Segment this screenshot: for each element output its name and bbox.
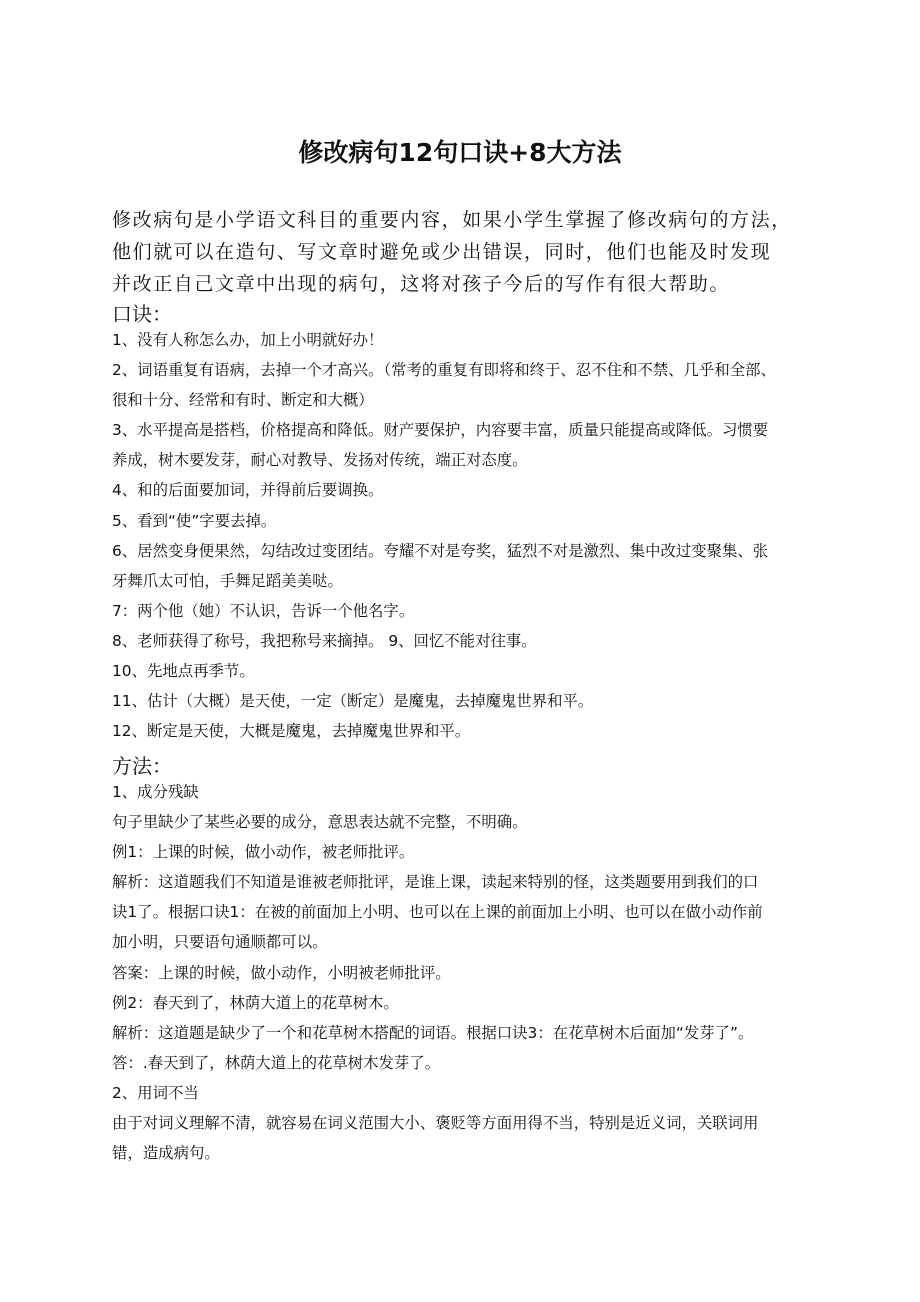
method-line: 例2：春天到了，林荫大道上的花草树木。 — [112, 994, 399, 1012]
method-line: 例1：上课的时候，做小动作，被老师批评。 — [112, 843, 415, 861]
method-line: 由于对词义理解不清，就容易在词义范围大小、褒贬等方面用得不当，特别是近义词，关联词用 — [112, 1114, 759, 1132]
intro-line: 他们就可以在造句、写文章时避免或少出错误，同时，他们也能及时发现 — [112, 241, 772, 263]
method-line: 解析：这道题我们不知道是谁被老师批评，是谁上课，读起来特别的怪，这类题要用到我们的口 — [112, 873, 759, 891]
rhyme-line: 10、先地点再季节。 — [112, 662, 255, 680]
method-line: 句子里缺少了某些必要的成分，意思表达就不完整，不明确。 — [112, 813, 528, 831]
rhyme-line: 8、老师获得了称号，我把称号来摘掉。 9、回忆不能对往事。 — [112, 632, 537, 650]
rhyme-line: 牙舞爪太可怕，手舞足蹈美美哒。 — [112, 572, 343, 590]
rhyme-line: 4、和的后面要加词，并得前后要调换。 — [112, 481, 384, 499]
method-line: 2、用词不当 — [112, 1084, 199, 1102]
method-line: 诀1了。根据口诀1：在被的前面加上小明、也可以在上课的前面加上小明、也可以在做小动作前 — [112, 903, 763, 921]
rhyme-line: 很和十分、经常和有时、断定和大概） — [112, 391, 374, 409]
rhyme-line: 12、断定是天使，大概是魔鬼，去掉魔鬼世界和平。 — [112, 722, 471, 740]
method-line: 答案：上课的时候，做小动作，小明被老师批评。 — [112, 964, 451, 982]
rhyme-line: 2、词语重复有语病，去掉一个才高兴。（常考的重复有即将和终于、忍不住和不禁、几乎和全部、 — [112, 361, 776, 379]
intro-line: 并改正自己文章中出现的病句，这将对孩子今后的写作有很大帮助。 — [112, 273, 731, 295]
rhyme-line: 7：两个他（她）不认识，告诉一个他名字。 — [112, 602, 415, 620]
rhyme-line: 5、看到“使”字要去掉。 — [112, 512, 277, 530]
rhyme-line: 11、估计（大概）是天使，一定（断定）是魔鬼，去掉魔鬼世界和平。 — [112, 692, 594, 710]
rhyme-line: 6、居然变身便果然，勾结改过变团结。夸耀不对是夸奖，猛烈不对是激烈、集中改过变聚集、张 — [112, 542, 769, 560]
rhyme-line: 3、水平提高是搭档，价格提高和降低。财产要保护，内容要丰富，质量只能提高或降低。习惯要 — [112, 421, 769, 439]
method-line: 1、成分残缺 — [112, 783, 199, 801]
methods-heading: 方法： — [112, 754, 172, 778]
rhyme-line: 养成，树木要发芽，耐心对教导、发扬对传统，端正对态度。 — [112, 451, 528, 469]
method-line: 答：.春天到了，林荫大道上的花草树木发芽了。 — [112, 1054, 441, 1072]
method-line: 加小明，只要语句通顺都可以。 — [112, 933, 328, 951]
rhymes-heading: 口诀： — [112, 302, 172, 326]
rhyme-line: 1、没有人称怎么办，加上小明就好办！ — [112, 331, 384, 349]
method-line: 错，造成病句。 — [112, 1144, 220, 1162]
page-title: 修改病句12句口诀+8大方法 — [298, 138, 622, 167]
method-line: 解析：这道题是缺少了一个和花草树木搭配的词语。根据口诀3：在花草树木后面加“发芽了”。 — [112, 1024, 754, 1042]
intro-line: 修改病句是小学语文科目的重要内容，如果小学生掌握了修改病句的方法， — [112, 209, 792, 231]
intro-paragraph — [112, 204, 812, 300]
